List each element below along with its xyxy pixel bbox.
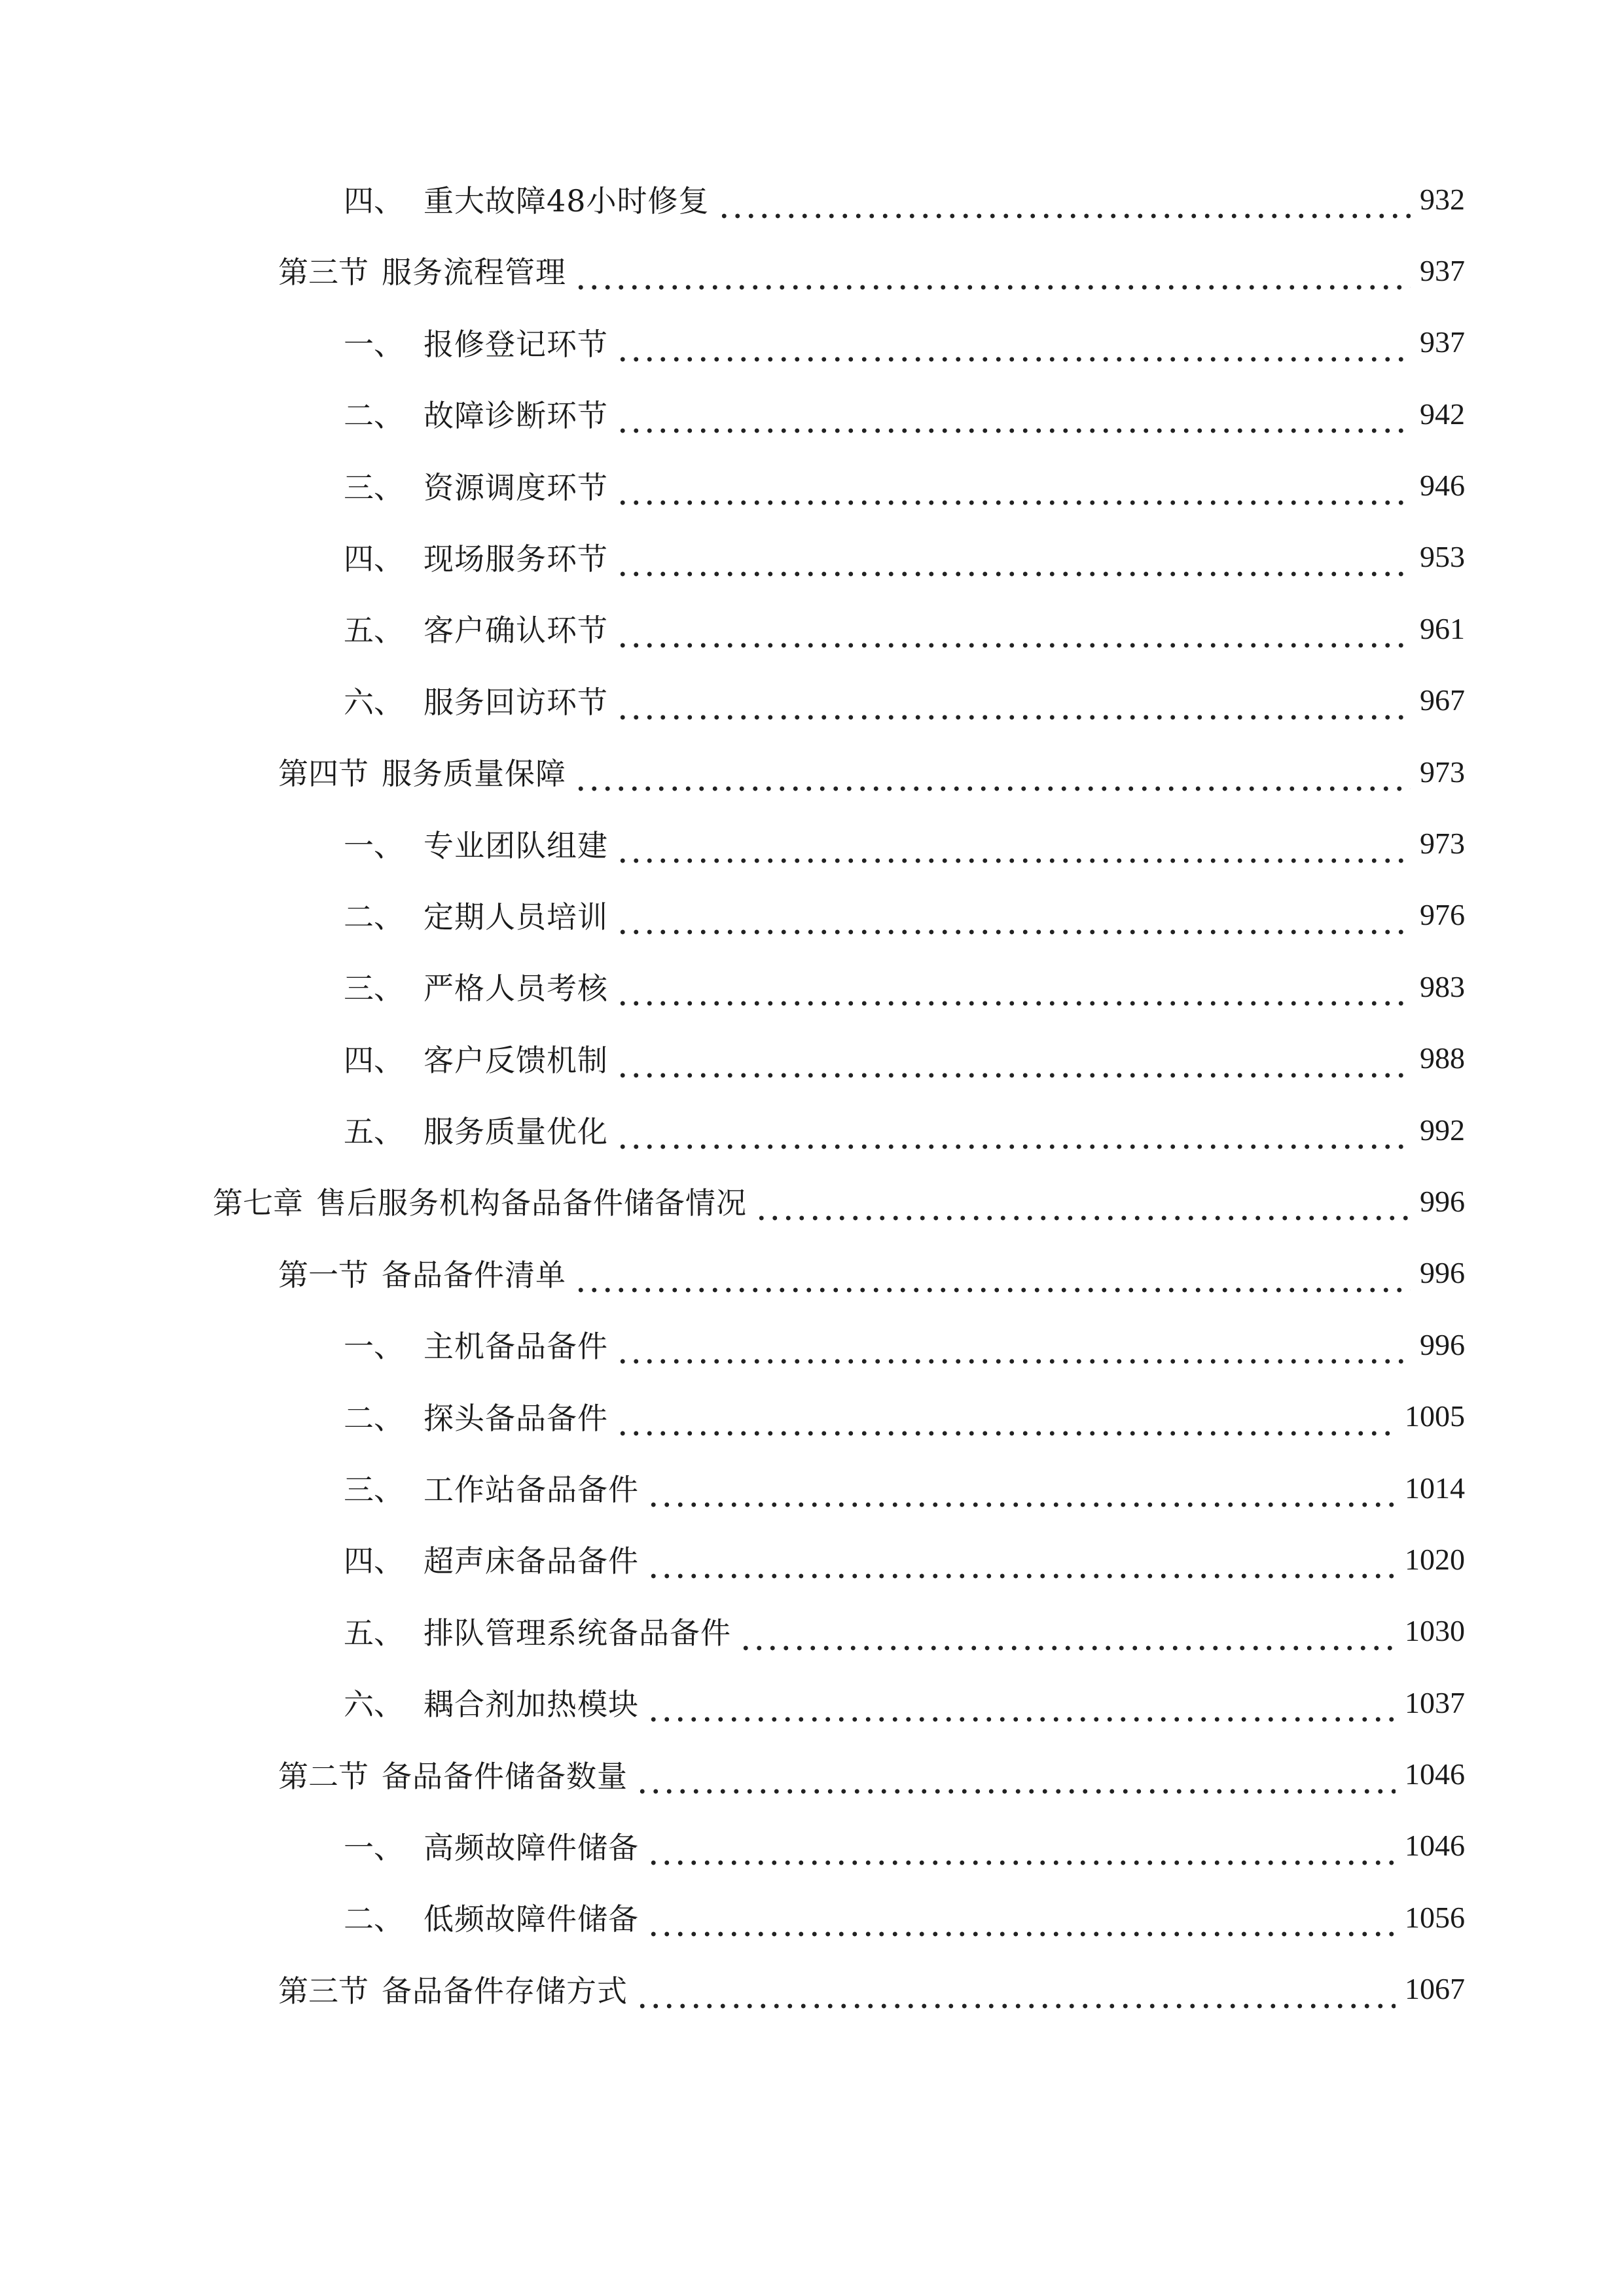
- toc-entry-title: 服务质量保障: [382, 756, 566, 792]
- toc-entry-title: 定期人员培训: [424, 899, 608, 935]
- toc-entry-title: 客户反馈机制: [424, 1042, 608, 1078]
- toc-entry-title: 故障诊断环节: [424, 398, 608, 434]
- dot-leader: [647, 1464, 1396, 1511]
- toc-entry-page: 983: [1420, 969, 1465, 1003]
- toc-entry[interactable]: [0, 1607, 1624, 1679]
- dot-leader: [616, 1321, 1411, 1368]
- toc-entry-title: 报修登记环节: [424, 326, 608, 362]
- toc-entry-title: 耦合剂加热模块: [424, 1687, 639, 1723]
- toc-entry[interactable]: [0, 1822, 1624, 1893]
- dot-leader: [647, 1893, 1396, 1941]
- toc-entry-page: 1046: [1405, 1757, 1465, 1791]
- toc-entry[interactable]: [0, 1679, 1624, 1750]
- toc-entry-number: 二、: [344, 1901, 404, 1937]
- toc-entry[interactable]: [0, 1893, 1624, 1965]
- toc-entry-title: 严格人员考核: [424, 971, 608, 1007]
- toc-entry-page: 1014: [1405, 1471, 1465, 1505]
- toc-entry-number: 一、: [344, 1829, 404, 1865]
- toc-entry-number: 四、: [344, 1042, 404, 1078]
- dot-leader: [574, 247, 1411, 294]
- toc-entry-page: 937: [1420, 253, 1465, 287]
- toc-entry-page: 961: [1420, 611, 1465, 645]
- toc-entry-title: 专业团队组建: [424, 827, 608, 863]
- dot-leader: [616, 1035, 1411, 1082]
- toc-entry[interactable]: [0, 175, 1624, 247]
- dot-leader: [636, 1965, 1396, 2013]
- toc-entry[interactable]: [0, 1965, 1624, 2037]
- toc-entry[interactable]: [0, 748, 1624, 819]
- dot-leader: [616, 533, 1411, 581]
- dot-leader: [616, 1393, 1396, 1440]
- toc-entry[interactable]: [0, 1535, 1624, 1607]
- toc-entry-page: 976: [1420, 898, 1465, 932]
- toc-entry-number: 一、: [344, 827, 404, 863]
- toc-entry-page: 946: [1420, 469, 1465, 503]
- dot-leader: [647, 1822, 1396, 1869]
- toc-entry[interactable]: [0, 1321, 1624, 1392]
- toc-entry-page: 988: [1420, 1041, 1465, 1075]
- dot-leader: [616, 462, 1411, 509]
- toc-entry-page: 996: [1420, 1256, 1465, 1290]
- toc-entry-page: 1046: [1405, 1829, 1465, 1863]
- toc-entry-page: 937: [1420, 325, 1465, 359]
- toc-entry-number: 第七章: [213, 1185, 303, 1221]
- toc-entry-title: 低频故障件储备: [424, 1901, 639, 1937]
- toc-entry-title: 现场服务环节: [424, 541, 608, 577]
- toc-entry-number: 第三节: [278, 1973, 369, 2009]
- toc-entry[interactable]: [0, 247, 1624, 318]
- toc-entry-page: 1067: [1405, 1972, 1465, 2006]
- toc-entry[interactable]: [0, 1035, 1624, 1106]
- toc-entry-page: 973: [1420, 755, 1465, 789]
- dot-leader: [739, 1607, 1396, 1655]
- dot-leader: [616, 390, 1411, 437]
- dot-leader: [717, 175, 1411, 223]
- table-of-contents: [0, 175, 1624, 2037]
- toc-entry-number: 二、: [344, 899, 404, 935]
- dot-leader: [755, 1177, 1411, 1225]
- toc-entry-number: 二、: [344, 398, 404, 434]
- toc-entry-number: 五、: [344, 613, 404, 649]
- toc-entry-number: 四、: [344, 1543, 404, 1579]
- toc-entry[interactable]: [0, 1393, 1624, 1464]
- toc-entry-number: 三、: [344, 971, 404, 1007]
- dot-leader: [616, 1106, 1411, 1153]
- dot-leader: [647, 1679, 1396, 1726]
- toc-entry[interactable]: [0, 1106, 1624, 1177]
- dot-leader: [616, 677, 1411, 724]
- toc-entry-title: 资源调度环节: [424, 469, 608, 505]
- toc-entry-title: 探头备品备件: [424, 1400, 608, 1436]
- toc-entry-title: 重大故障48小时修复: [424, 183, 710, 219]
- toc-entry-title: 备品备件清单: [382, 1257, 566, 1293]
- toc-entry[interactable]: [0, 319, 1624, 390]
- toc-entry-number: 六、: [344, 1687, 404, 1723]
- toc-entry-title: 服务流程管理: [382, 255, 566, 291]
- toc-entry-page: 967: [1420, 683, 1465, 717]
- toc-entry-page: 932: [1420, 182, 1465, 216]
- toc-entry[interactable]: [0, 1249, 1624, 1321]
- toc-entry[interactable]: [0, 390, 1624, 461]
- dot-leader: [616, 319, 1411, 366]
- toc-entry-number: 第四节: [278, 756, 369, 792]
- dot-leader: [616, 891, 1411, 939]
- toc-entry-number: 三、: [344, 1472, 404, 1508]
- dot-leader: [636, 1751, 1396, 1798]
- dot-leader: [616, 963, 1411, 1010]
- toc-entry-number: 五、: [344, 1615, 404, 1651]
- toc-entry[interactable]: [0, 820, 1624, 891]
- toc-entry-title: 工作站备品备件: [424, 1472, 639, 1508]
- toc-entry-title: 主机备品备件: [424, 1329, 608, 1365]
- toc-entry-number: 一、: [344, 1329, 404, 1365]
- toc-entry-number: 四、: [344, 183, 404, 219]
- toc-entry-number: 第三节: [278, 255, 369, 291]
- toc-entry-title: 客户确认环节: [424, 613, 608, 649]
- toc-entry-page: 973: [1420, 827, 1465, 861]
- toc-entry[interactable]: [0, 533, 1624, 605]
- toc-entry-title: 售后服务机构备品备件储备情况: [316, 1185, 747, 1221]
- toc-entry[interactable]: [0, 462, 1624, 533]
- toc-entry-number: 三、: [344, 469, 404, 505]
- toc-entry-page: 1005: [1405, 1399, 1465, 1433]
- dot-leader: [647, 1535, 1396, 1583]
- dot-leader: [616, 820, 1411, 867]
- toc-entry-title: 备品备件存储方式: [382, 1973, 628, 2009]
- toc-entry-number: 二、: [344, 1400, 404, 1436]
- toc-entry-page: 1030: [1405, 1614, 1465, 1648]
- toc-entry-page: 953: [1420, 540, 1465, 574]
- toc-entry-number: 一、: [344, 326, 404, 362]
- toc-entry-title: 排队管理系统备品备件: [424, 1615, 731, 1651]
- toc-entry-title: 超声床备品备件: [424, 1543, 639, 1579]
- toc-entry-title: 备品备件储备数量: [382, 1758, 628, 1794]
- toc-entry-number: 五、: [344, 1114, 404, 1150]
- toc-entry-page: 996: [1420, 1184, 1465, 1218]
- toc-entry-number: 第二节: [278, 1758, 369, 1794]
- toc-entry-page: 992: [1420, 1113, 1465, 1147]
- toc-entry-page: 942: [1420, 397, 1465, 431]
- dot-leader: [574, 748, 1411, 795]
- toc-entry[interactable]: [0, 677, 1624, 748]
- toc-entry-title: 服务质量优化: [424, 1114, 608, 1150]
- toc-entry[interactable]: [0, 963, 1624, 1034]
- toc-entry[interactable]: [0, 1464, 1624, 1535]
- toc-entry[interactable]: [0, 605, 1624, 676]
- dot-leader: [616, 605, 1411, 652]
- toc-entry[interactable]: [0, 1751, 1624, 1822]
- toc-entry-number: 第一节: [278, 1257, 369, 1293]
- toc-entry-page: 1020: [1405, 1542, 1465, 1576]
- toc-entry-page: 1056: [1405, 1900, 1465, 1934]
- toc-entry[interactable]: [0, 891, 1624, 963]
- toc-entry-number: 四、: [344, 541, 404, 577]
- toc-entry-chapter[interactable]: [0, 1177, 1624, 1249]
- toc-entry-page: 996: [1420, 1327, 1465, 1361]
- toc-entry-page: 1037: [1405, 1685, 1465, 1719]
- dot-leader: [574, 1249, 1411, 1297]
- toc-entry-number: 六、: [344, 684, 404, 720]
- toc-entry-title: 服务回访环节: [424, 684, 608, 720]
- toc-entry-title: 高频故障件储备: [424, 1829, 639, 1865]
